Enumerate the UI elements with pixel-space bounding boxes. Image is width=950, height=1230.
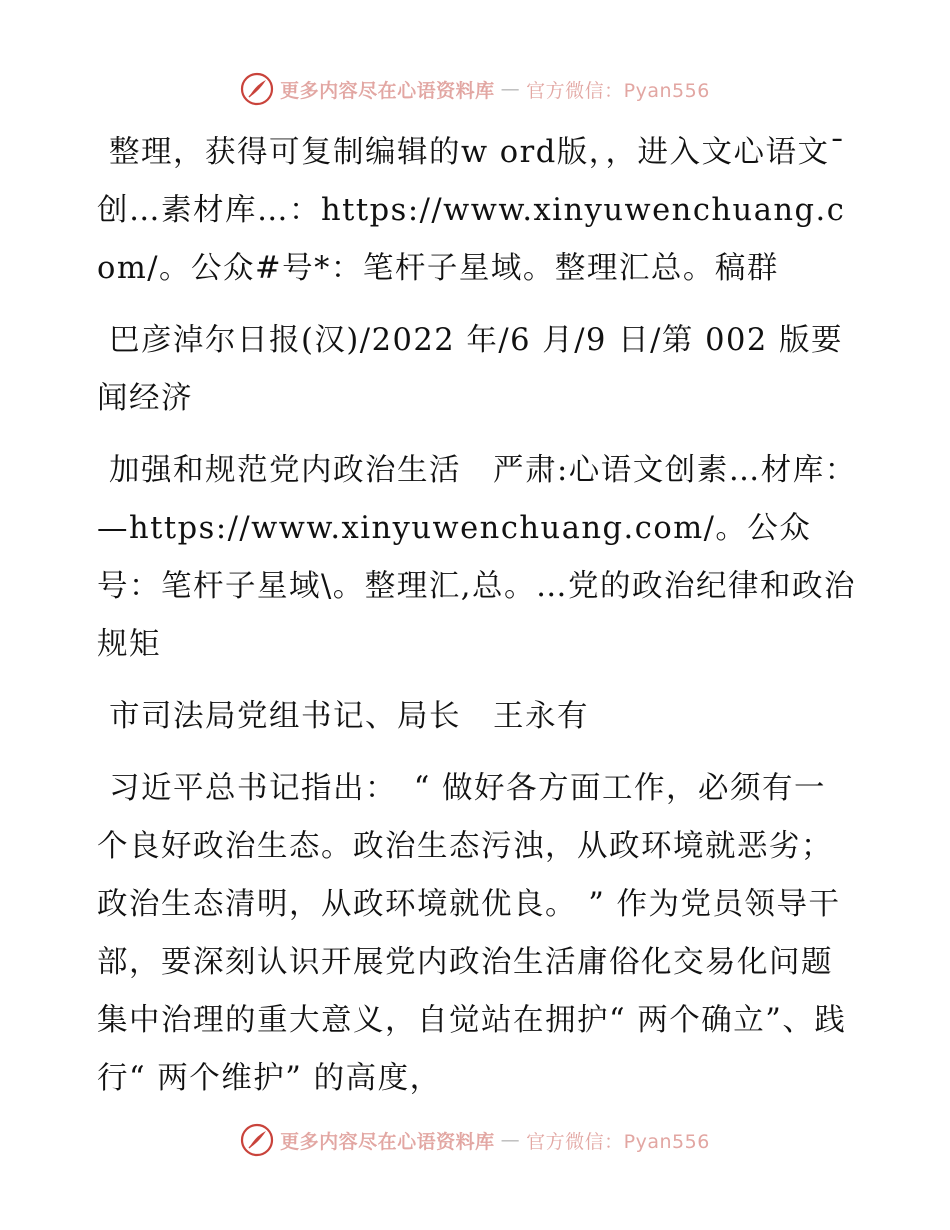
paragraph-author: 市司法局党组书记、局长 王永有 [109, 699, 589, 734]
quill-seal-icon [240, 72, 274, 106]
paragraph-source: 巴彦淖尔日报(汉)/2022 年/6 月/9 日/第 002 版要闻经济 [97, 323, 844, 416]
quill-seal-icon [240, 1123, 274, 1157]
paragraph-intro: 整理，获得可复制编辑的w ord版，，进入文心语文¯创…素材库…：https://www.xinyuwenchuang.com/。公众#号*：笔杆子星域。整理汇总。稿群 [97, 135, 847, 286]
watermark-header [0, 72, 950, 106]
watermark-footer [0, 1123, 950, 1157]
document-body [97, 124, 857, 1122]
watermark-separator: — [500, 78, 521, 100]
watermark-separator: — [500, 1129, 521, 1151]
paragraph-title: 加强和规范党内政治生活 严肃:心语文创素…材库：—https://www.xinyuwenchuang.com/。公众号：笔杆子星域\。整理汇,总。…党的政治纪律和政治规矩 [97, 453, 857, 662]
watermark-text: 更多内容尽在心语资料库 [280, 79, 495, 102]
watermark-text: 更多内容尽在心语资料库 [280, 1130, 495, 1153]
watermark-account: 官方微信：Pyan556 [526, 1130, 710, 1153]
watermark-account: 官方微信：Pyan556 [526, 79, 710, 102]
paragraph-body: 习近平总书记指出： “ 做好各方面工作，必须有一个良好政治生态。政治生态污浊，从政环境就恶劣；政治生态清明，从政环境就优良。 ” 作为党员领导干部，要深刻认识开展党内政治生活庸俗化交易化问题集中治理的重大意义，自觉站在拥护“ 两个确立”、践行“ 两个维护” 的高度， [97, 771, 847, 1096]
